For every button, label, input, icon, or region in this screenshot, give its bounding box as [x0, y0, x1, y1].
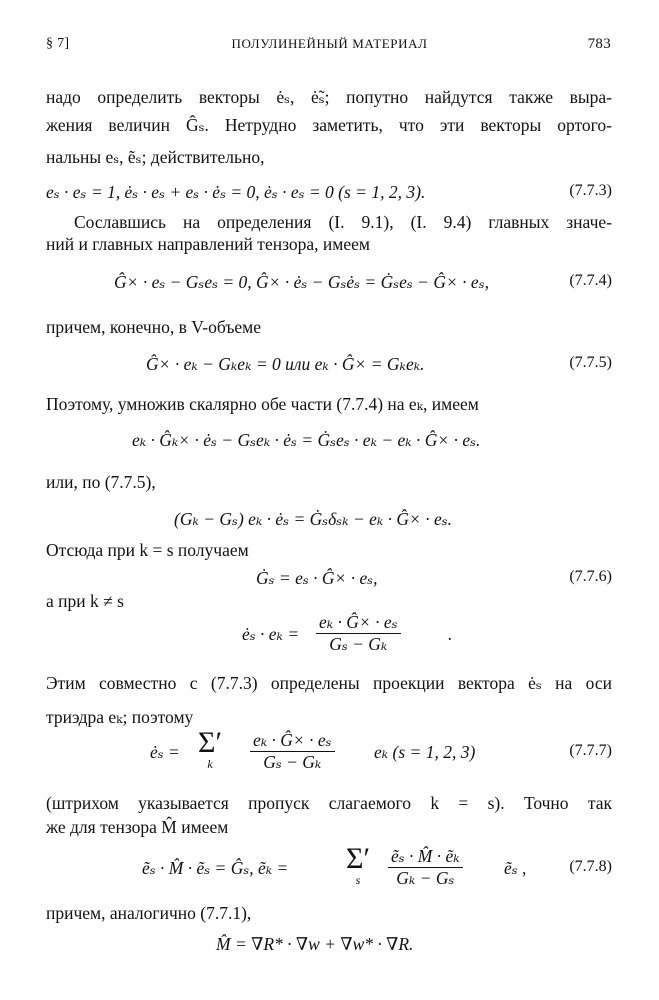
equation-body: eₖ · Ĝₖ× · ėₛ − Gₛeₖ · ėₛ = Ġₛeₛ · eₖ − eₖ · Ĝ× · eₛ. — [132, 430, 481, 450]
fraction — [250, 730, 335, 773]
equation-tail: ẽₛ , — [504, 858, 527, 878]
paragraph-line: триэдра eₖ; поэтому — [46, 707, 194, 727]
paragraph-line: нальны eₛ, ẽₛ; действительно, — [46, 147, 265, 167]
paragraph-line: (штрихом указывается пропуск слагаемого k = s). Точно так — [46, 793, 612, 813]
paragraph-line: или, по (7.7.5), — [46, 472, 156, 492]
paragraph-line: Поэтому, умножив скалярно обе части (7.7.4) на eₖ, имеем — [46, 394, 479, 414]
paragraph-line: причем, аналогично (7.7.1), — [46, 903, 252, 923]
equation-last — [46, 934, 612, 964]
equation-fraction — [46, 612, 612, 670]
equation-number: (7.7.6) — [569, 568, 612, 585]
equation-7-7-8 — [46, 842, 612, 898]
equation-body: (Gₖ − Gₛ) eₖ · ėₛ = Ġₛδₛₖ − eₖ · Ĝ× · eₛ. — [174, 509, 453, 529]
fraction-denominator: Gₛ − Gₖ — [329, 634, 388, 654]
summation — [198, 728, 222, 770]
paragraph-line: жения величин Ĝₛ. Нетрудно заметить, что эти векторы ортого- — [46, 115, 612, 135]
page-number: 783 — [587, 36, 611, 52]
fraction-denominator: Gₖ − Gₛ — [396, 868, 455, 888]
equation-7-7-5 — [46, 354, 612, 384]
equation-body: M̂ = ∇R* · ∇w + ∇w* · ∇R. — [216, 934, 414, 954]
equation-number: (7.7.8) — [569, 858, 612, 875]
equation-lhs: ẽₛ · M̂ · ẽₛ = Ĝₛ, ẽₖ = — [142, 858, 289, 878]
equation-7-7-4 — [46, 272, 612, 302]
paragraph-line: Этим совместно с (7.7.3) определены проекции вектора ėₛ на оси — [46, 673, 612, 693]
equation-number: (7.7.7) — [569, 742, 612, 759]
summation-index: s — [355, 873, 361, 887]
equation-intermediate-1 — [46, 430, 612, 460]
equation-body: Ĝ× · eₖ − Gₖeₖ = 0 или eₖ · Ĝ× = Gₖeₖ. — [146, 354, 425, 374]
summation-sign: Σ′ — [198, 726, 223, 759]
paragraph-line: Отсюда при k = s получаем — [46, 540, 249, 560]
summation — [346, 844, 370, 886]
fraction-numerator: eₖ · Ĝ× · eₛ — [250, 730, 335, 752]
period: . — [448, 624, 453, 644]
fraction-numerator: eₖ · Ĝ× · eₛ — [316, 612, 401, 634]
fraction-numerator: ẽₛ · M̂ · ẽₖ — [388, 846, 463, 868]
fraction-denominator: Gₛ − Gₖ — [263, 752, 322, 772]
fraction — [388, 846, 463, 889]
paragraph-line: же для тензора M̂ имеем — [46, 817, 229, 837]
equation-lhs: ėₛ · eₖ = — [242, 624, 300, 644]
equation-body: Ġₛ = eₛ · Ĝ× · eₛ, — [256, 568, 378, 588]
fraction — [316, 612, 401, 655]
summation-index: k — [207, 757, 213, 771]
equation-number: (7.7.5) — [569, 354, 612, 371]
equation-body: eₛ · eₛ = 1, ėₛ · eₛ + eₛ · ėₛ = 0, ėₛ · eₛ = 0 (s = 1, 2, 3). — [46, 182, 426, 202]
paragraph-line: а при k ≠ s — [46, 591, 124, 611]
equation-number: (7.7.3) — [569, 182, 612, 199]
equation-7-7-7 — [46, 728, 612, 784]
equation-body: Ĝ× · eₛ − Gₛeₛ = 0, Ĝ× · ėₛ − Gₛėₛ = Ġₛeₛ − Ĝ× · eₛ, — [114, 272, 489, 292]
equation-lhs: ėₛ = — [150, 742, 180, 762]
equation-intermediate-2 — [46, 509, 612, 539]
paragraph-line: ний и главных направлений тензора, имеем — [46, 234, 370, 254]
paragraph-line: причем, конечно, в V-объеме — [46, 317, 261, 337]
paragraph-line: Сославшись на определения (I. 9.1), (I. 9.4) главных значе- — [74, 212, 612, 232]
equation-7-7-3 — [46, 182, 612, 212]
section-marker: § 7] — [46, 36, 70, 51]
equation-number: (7.7.4) — [569, 272, 612, 289]
equation-tail: eₖ (s = 1, 2, 3) — [374, 742, 476, 762]
paragraph-line: надо определить векторы ėₛ, ė̃ₛ; попутно найдутся также выра- — [46, 87, 612, 107]
summation-sign: Σ′ — [346, 842, 371, 875]
running-title: ПОЛУЛИНЕЙНЫЙ МАТЕРИАЛ — [231, 36, 428, 51]
